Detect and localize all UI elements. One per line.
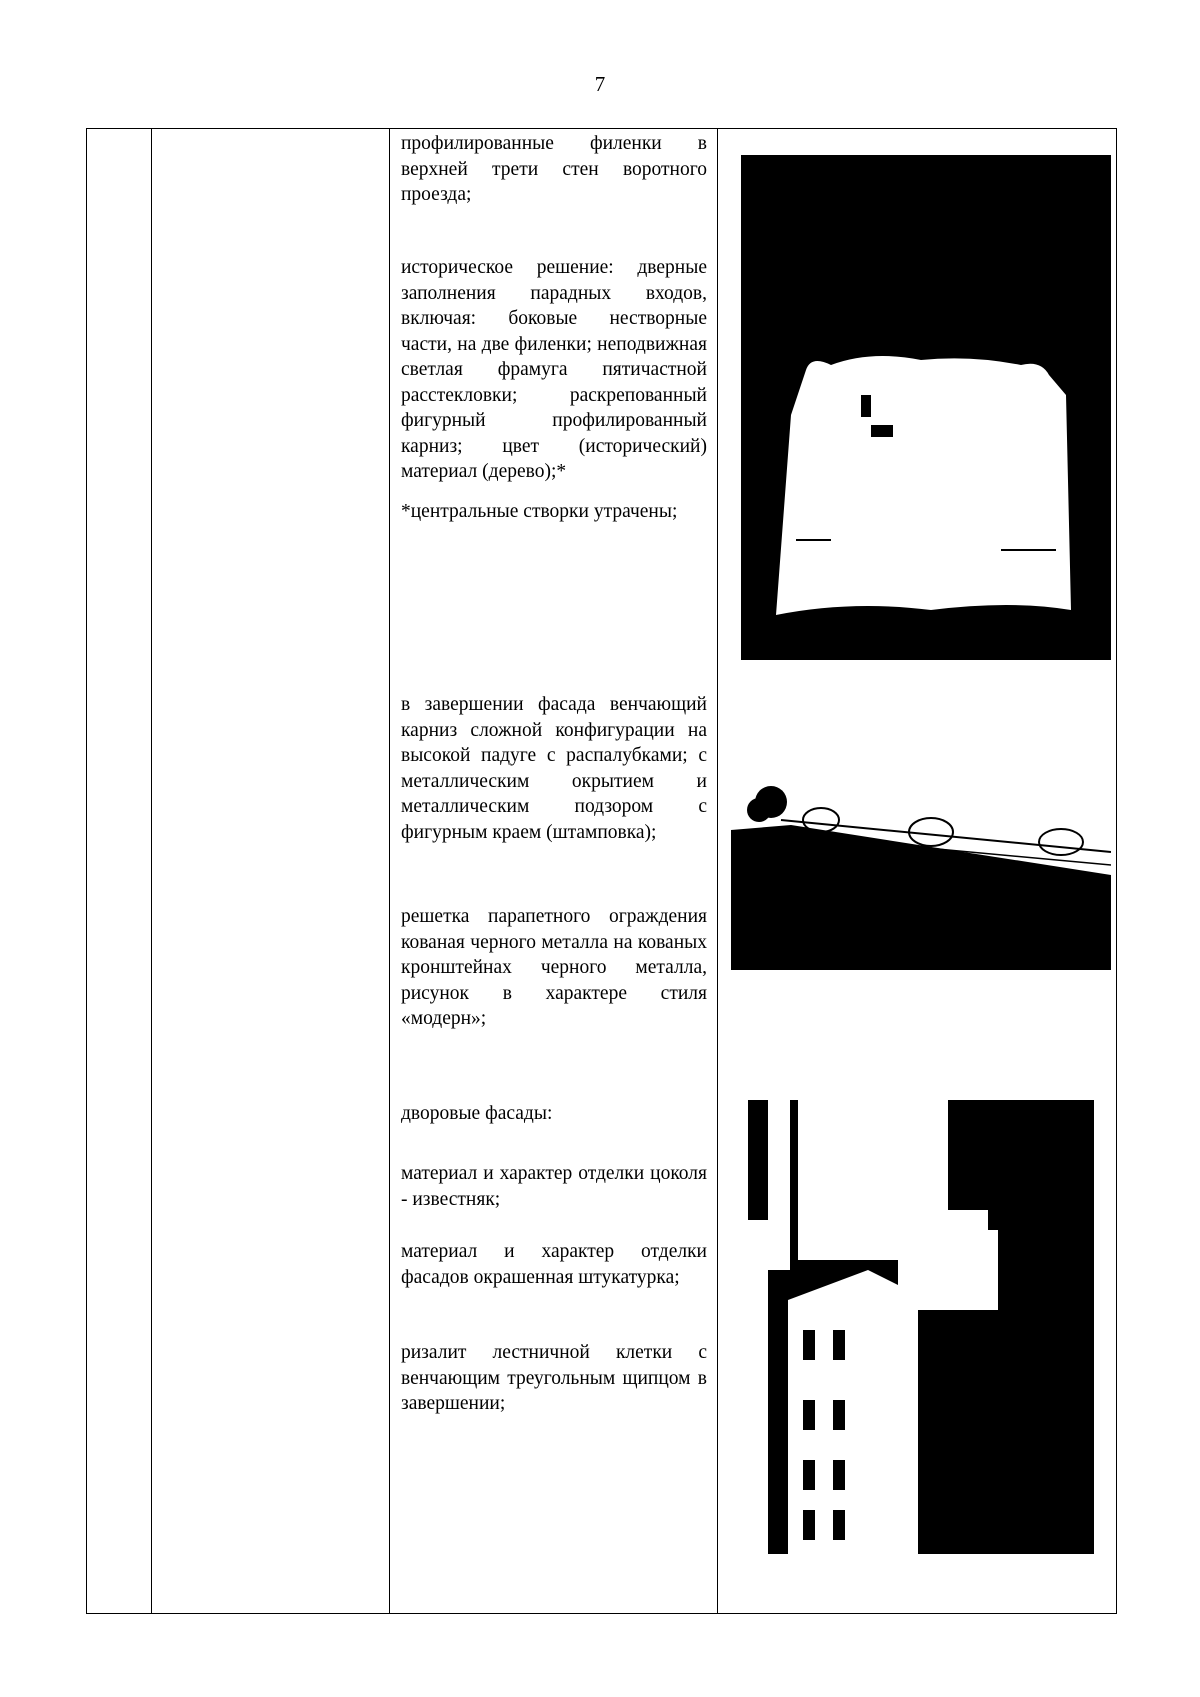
courtyard-facade-photo bbox=[748, 1100, 1094, 1554]
column-divider bbox=[151, 129, 152, 1613]
paragraph: дворовые фасады: bbox=[401, 1103, 553, 1124]
page-number: 7 bbox=[594, 72, 606, 96]
paragraph: ризалит лестничной клетки с венчающим треугольным щипцом в завершении; bbox=[401, 1342, 707, 1414]
paragraph: историческое решение: дверные заполнения парадных входов, включая: боковые нестворные части, на две филенки; неподвижная светлая фрамуга пятичастной расстекловки; раскрепованный фигурный профилированный карниз; цвет (исторический) материал (дерево);* bbox=[401, 257, 707, 482]
paragraph: *центральные створки утрачены; bbox=[401, 501, 678, 522]
column-divider bbox=[717, 129, 718, 1613]
paragraph: материал и характер отделки цоколя - известняк; bbox=[401, 1163, 707, 1210]
paragraph: профилированные филенки в верхней трети стен воротного проезда; bbox=[401, 133, 707, 205]
gate-passage-photo bbox=[731, 155, 1111, 660]
column-divider bbox=[389, 129, 390, 1613]
paragraph: решетка парапетного ограждения кованая черного металла на кованых кронштейнах черного металла, рисунок в характере стиля «модерн»; bbox=[401, 906, 707, 1029]
cornice-railing-photo bbox=[731, 780, 1111, 970]
paragraph: в завершении фасада венчающий карниз сложной конфигурации на высокой падуге с распалубками; с металлическим окрытием и металлическим подзором с фигурным краем (штамповка); bbox=[401, 694, 707, 843]
paragraph: материал и характер отделки фасадов окрашенная штукатурка; bbox=[401, 1241, 707, 1288]
